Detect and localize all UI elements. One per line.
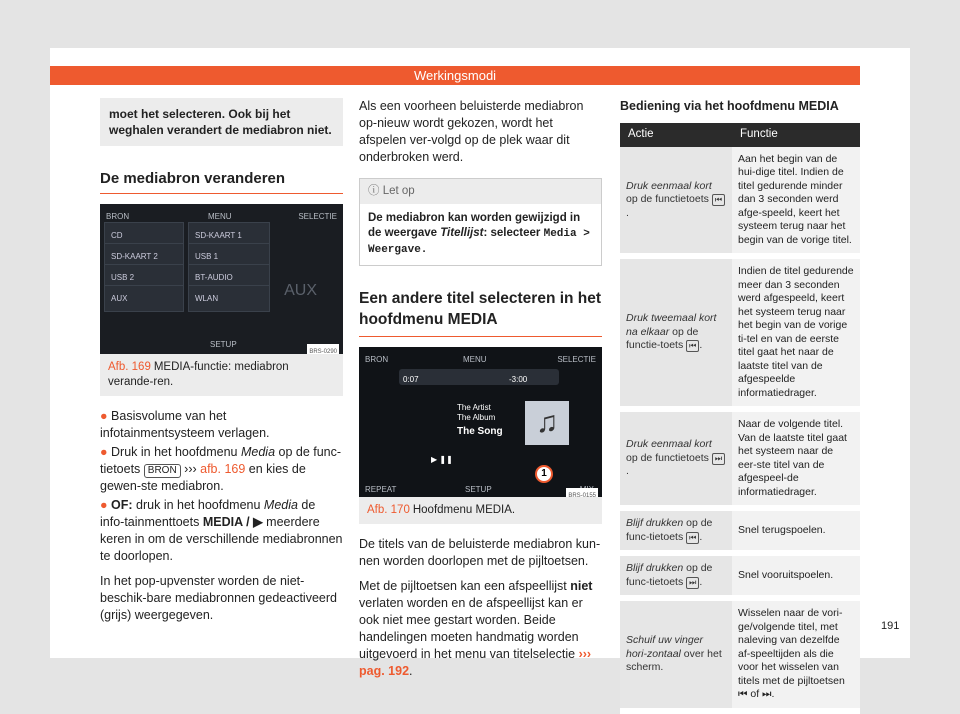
action-text: op de func-tietoets: [626, 562, 713, 588]
controls-table: [620, 123, 860, 714]
action-italic: Schuif uw vinger hori-zontaal: [626, 634, 704, 660]
p2b: niet: [570, 579, 593, 593]
action-italic: Blijf drukken: [626, 517, 684, 529]
figure2-code: BRS-0155: [566, 488, 598, 497]
caption2-text: Hoofdmenu MEDIA.: [412, 504, 516, 516]
column-3: [620, 98, 860, 714]
screen-menu: MENU: [208, 212, 232, 221]
previous-track-icon: ⏮: [686, 340, 699, 352]
info-icon: ⓘ: [368, 185, 383, 197]
note-i: Titellijst: [440, 227, 484, 239]
action-cell: Blijf drukken op de func-tietoets ⏭ .: [620, 553, 732, 598]
b2a: Druk in het hoofdmenu: [111, 445, 241, 459]
table-row: [620, 147, 860, 257]
note-title: Let op: [382, 185, 415, 197]
intro-box: moet het selecteren. Ook bij het weghalen verandert de mediabron niet.: [100, 98, 343, 146]
table-heading: Bediening via het hoofdmenu MEDIA: [620, 99, 839, 113]
figure-link[interactable]: afb. 169: [200, 462, 246, 476]
th-functie: Functie: [732, 123, 860, 147]
note-b: : selecteer: [483, 227, 544, 239]
bullet-icon: ●: [100, 498, 112, 512]
screen-selectie: SELECTIE: [298, 212, 337, 221]
media-main-screenshot: [359, 347, 602, 497]
screen2-setup: SETUP: [465, 485, 492, 494]
function-cell: Snel vooruitspoelen.: [732, 553, 860, 598]
media-source-screenshot: [100, 204, 343, 354]
bullet-1-text: Basisvolume van het infotainmentsysteem verlagen.: [100, 409, 270, 440]
b3l: OF:: [111, 498, 133, 512]
action-italic: Blijf drukken: [626, 562, 684, 574]
b3i: Media: [263, 498, 298, 512]
next-track-icon: ⏭: [712, 453, 725, 465]
tile-cd: CD: [104, 222, 184, 249]
artist-name: The Artist: [457, 403, 491, 412]
screen-setup: SETUP: [210, 340, 237, 349]
caption-number: Afb. 169: [108, 361, 151, 373]
col2-intro: Als een voorheen beluisterde mediabron op-nieuw wordt gekozen, wordt het afspelen ver-volgd op de plek waar dit onderbroken werd.: [359, 99, 584, 164]
function-cell: Snel terugspoelen.: [732, 508, 860, 553]
b2c: ›››: [180, 462, 201, 476]
elapsed-time: 0:07: [403, 375, 419, 384]
action-cell: Druk eenmaal kort op de functietoets ⏭.: [620, 409, 732, 508]
action-italic: Druk tweemaal kort na elkaar: [626, 312, 717, 338]
p2d: .: [409, 664, 413, 678]
col2-p2: [359, 578, 602, 680]
column-1: [100, 98, 343, 624]
figure-caption: [100, 354, 343, 396]
screen2-repeat: REPEAT: [365, 485, 397, 494]
table-row: [620, 409, 860, 508]
action-italic: Druk eenmaal kort: [626, 438, 712, 451]
music-note-icon: ♫: [525, 401, 569, 445]
page-number: 191: [881, 620, 900, 632]
bron-key: BRON: [144, 464, 181, 478]
progress-bar: [399, 369, 559, 385]
tile-bt-audio: BT-AUDIO: [188, 264, 270, 291]
previous-track-icon: ⏮: [712, 194, 725, 206]
action-text: op de functietoets: [626, 451, 712, 464]
function-cell: Aan het begin van de hui-dige titel. Indien de titel gedurende minder dan 3 seconden werd afge-speeld, keert het systeem terug naar het begin van de vorige titel.: [732, 147, 860, 257]
remaining-time: -3:00: [509, 375, 528, 384]
popup-paragraph: In het pop-upvenster worden de niet-beschik-bare mediabronnen gedeactiveerd (grijs) weergegeven.: [100, 574, 337, 622]
screen-bron: BRON: [106, 212, 130, 221]
b3a: druk in het hoofdmenu: [132, 498, 264, 512]
section-header: Werkingsmodi: [50, 66, 860, 85]
note-body: [360, 204, 601, 265]
screen2-menu: MENU: [463, 355, 487, 364]
bullet-icon: ●: [100, 445, 112, 459]
b2d: en kies de gewen-ste mediabron.: [100, 462, 306, 493]
action-cell: Blijf drukken op de func-tietoets ⏮ .: [620, 508, 732, 553]
caption2-number: Afb. 170: [367, 504, 410, 516]
function-cell: Naar de volgende titel. Van de laatste titel gaat het systeem naar de eer-ste titel van de afgespeel-de informatiedrager.: [732, 409, 860, 508]
action-text: op de func-tietoets: [626, 517, 713, 543]
bullet-icon: ●: [100, 409, 112, 423]
action-text: over het scherm.: [626, 647, 722, 673]
album-name: The Album: [457, 413, 496, 422]
screen2-bron: BRON: [365, 355, 389, 364]
tile-aux: AUX: [104, 285, 184, 312]
action-cell: Druk eenmaal kort op de functietoets ⏮.: [620, 147, 732, 257]
b3c: meerdere keren in om de verschillende mediabronnen te doorlopen.: [100, 515, 343, 563]
note-code: Media > Weergave.: [368, 228, 590, 256]
b2i: Media: [240, 445, 276, 459]
table-row: [620, 553, 860, 598]
col2-p1: De titels van de beluisterde mediabron kun-nen worden doorlopen met de pijltoetsen.: [359, 537, 601, 568]
action-cell: [620, 598, 732, 711]
next-track-icon: ⏭: [686, 577, 699, 589]
tile-usb1: USB 1: [188, 243, 270, 270]
tile-sd1: SD-KAART 1: [188, 222, 270, 249]
heading-andere-titel: Een andere titel selecteren in het hoofdmenu MEDIA: [359, 288, 602, 337]
tile-wlan: WLAN: [188, 285, 270, 312]
caption-text: MEDIA-functie: mediabron verande-ren.: [108, 361, 289, 388]
action-text: op de functietoets: [626, 193, 712, 205]
tile-usb2: USB 2: [104, 264, 184, 291]
heading-mediabron: De mediabron veranderen: [100, 170, 343, 194]
b3b: de info-tainmenttoets: [100, 498, 316, 529]
table-row: [620, 508, 860, 553]
table-header-row: [620, 123, 860, 147]
bullet-3: [100, 497, 343, 565]
callout-marker: 1: [535, 465, 553, 483]
tile-sd2: SD-KAART 2: [104, 243, 184, 270]
action-cell: Druk tweemaal kort na elkaar op de functie-toets ⏮ .: [620, 256, 732, 409]
bullet-2: [100, 444, 343, 495]
action-italic: Druk eenmaal kort: [626, 179, 712, 192]
previous-track-icon: ⏮: [686, 532, 699, 544]
figure2-caption: [359, 497, 602, 524]
screen-aux-big: AUX: [284, 282, 317, 299]
page-link[interactable]: ››› pag. 192: [359, 647, 592, 678]
bullet-1: [100, 408, 343, 442]
p2a: Met de pijltoetsen kan een afspeellijst: [359, 579, 571, 593]
screen2-selectie: SELECTIE: [557, 355, 596, 364]
figure-code: BRS-0290: [307, 344, 339, 354]
table-row: [620, 598, 860, 711]
column-2: [359, 98, 602, 680]
function-cell: Wisselen naar de vori-ge/volgende titel, met naleving van dezelfde af-speeltijden als die voor het wisselen van titels met de pijltoetsen ⏮ of ⏭.: [732, 598, 860, 711]
p2c: verlaten worden en de afspeellijst kan er ook niet mee gestart worden. Beide handelingen moeten handmatig worden uitgevoerd in het menu van titelselectie: [359, 596, 583, 661]
th-actie: Actie: [620, 123, 732, 147]
b2b: op de func-tietoets: [100, 445, 342, 476]
note-title-bar: [360, 179, 601, 204]
play-pause-icon[interactable]: ▶ ❚❚: [431, 455, 453, 464]
media-key: MEDIA / ▶: [202, 515, 263, 529]
action-text: op de functie-toets: [626, 325, 699, 352]
note-box: [359, 178, 602, 266]
song-title: The Song: [457, 426, 503, 437]
table-row: [620, 256, 860, 409]
function-cell: Indien de titel gedurende meer dan 3 seconden werd afgespeeld, keert het systeem terug naar het begin van de vorige ti-tel en van de eerste titel gaat het naar de laatste titel van de afgespeelde informatiedrager.: [732, 256, 860, 409]
note-a: De mediabron kan worden gewijzigd in de weergave: [368, 212, 581, 239]
